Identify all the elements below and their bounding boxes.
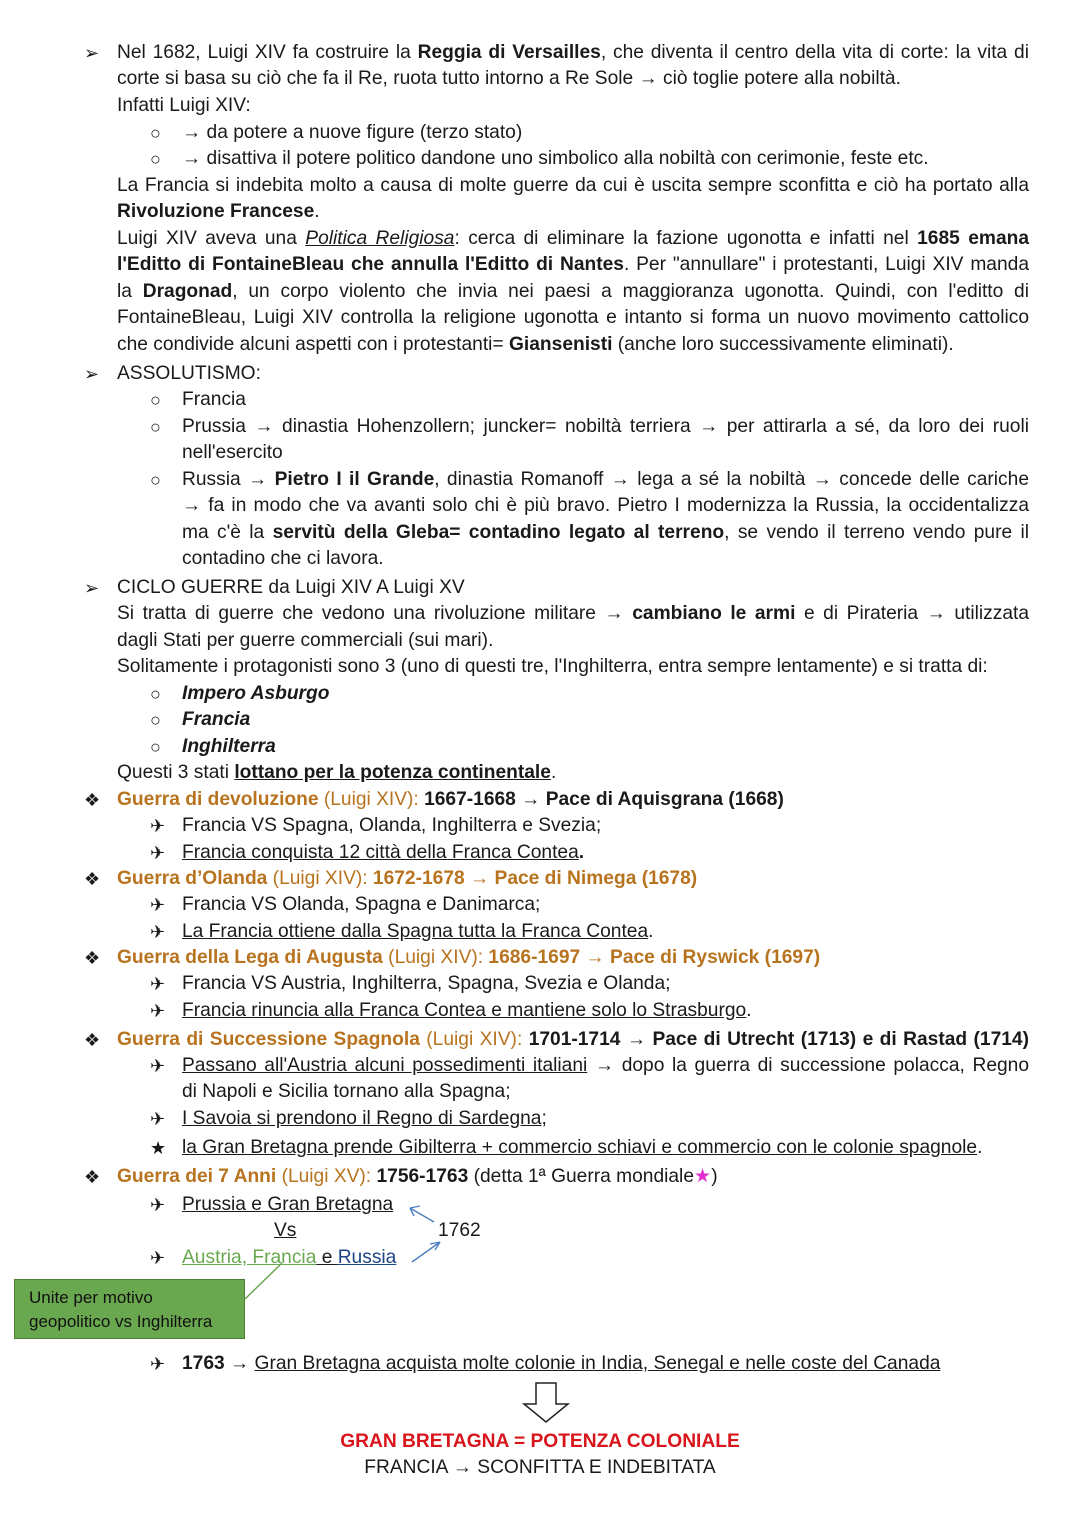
paragraph-line: Infatti Luigi XIV: [117, 95, 251, 116]
conclusion-line-2: FRANCIA → SCONFITTA E INDEBITATA [364, 1457, 716, 1478]
list-item: Impero Asburgo [182, 683, 330, 704]
diamond-bullet-icon: ❖ [84, 1030, 101, 1050]
arrow-to-year [412, 1242, 440, 1262]
paragraph-line: La Francia si indebita molto a causa di molte guerre da cui è uscita sempre sconfitta e ciò ha portato alla [117, 175, 1029, 196]
circle-bullet-icon: ○ [150, 737, 161, 757]
list-item: Francia [182, 709, 251, 730]
paragraph-line: FontaineBleau, Luigi XIV controlla la religione ugonotta e intanto si forma un nuovo movimento cattolico [117, 307, 1029, 328]
list-item: Prussia → dinastia Hohenzollern; juncker= nobiltà terriera → per attirarla a sé, da loro dei ruoli [182, 416, 1029, 437]
diamond-bullet-icon: ❖ [84, 790, 101, 810]
paragraph-line: la Dragonad, un corpo violento che invia nei paesi a maggioranza ugonotta. Quindi, con l'editto di [117, 281, 1029, 302]
plane-bullet-icon: ✈ [150, 843, 166, 863]
down-arrow-icon [524, 1383, 568, 1422]
list-item: → disattiva il potere politico dandone uno simbolico alla nobiltà con cerimonie, feste etc. [182, 148, 929, 169]
list-item: Francia conquista 12 città della Franca Contea. [182, 842, 585, 863]
paragraph-line: Si tratta di guerre che vedono una rivoluzione militare → cambiano le armi e di Pirateria → utilizzata [117, 603, 1030, 624]
circle-bullet-icon: ○ [150, 149, 161, 169]
note-line: Unite per motivo [29, 1288, 153, 1307]
arrow-bullet-icon: ➢ [84, 43, 100, 63]
paragraph-line: che condivide alcuni aspetti con i protestanti= Giansenisti (anche loro successivamente eliminati). [117, 334, 954, 355]
alliance-2: Austria, Francia e Russia [182, 1247, 397, 1268]
war-heading: Guerra dei 7 Anni (Luigi XV): 1756-1763 (detta 1ª Guerra mondiale★) [117, 1166, 718, 1187]
list-item: 1763 → Gran Bretagna acquista molte colonie in India, Senegal e nelle coste del Canada [182, 1353, 941, 1374]
diamond-bullet-icon: ❖ [84, 948, 101, 968]
paragraph-line: Solitamente i protagonisti sono 3 (uno di questi tre, l'Inghilterra, entra sempre lentamente) e si tratta di: [117, 656, 988, 677]
plane-bullet-icon: ✈ [150, 1354, 166, 1374]
plane-bullet-icon: ✈ [150, 1109, 166, 1129]
list-item: Inghilterra [182, 736, 276, 757]
paragraph-line: Luigi XIV aveva una Politica Religiosa: cerca di eliminare la fazione ugonotta e infatti nel 1685 emana [117, 228, 1030, 249]
circle-bullet-icon: ○ [150, 417, 161, 437]
star-bullet-icon: ★ [150, 1138, 167, 1158]
war-heading: Guerra d’Olanda (Luigi XIV): 1672-1678 → Pace di Nimega (1678) [117, 868, 698, 889]
war-heading: Guerra della Lega di Augusta (Luigi XIV): 1686-1697 → Pace di Ryswick (1697) [117, 947, 821, 968]
arrow-bullet-icon: ➢ [84, 364, 100, 384]
list-item: Francia VS Spagna, Olanda, Inghilterra e Svezia; [182, 815, 602, 836]
plane-bullet-icon: ✈ [150, 1195, 166, 1215]
note-line: geopolitico vs Inghilterra [29, 1312, 213, 1331]
list-item: La Francia ottiene dalla Spagna tutta la Franca Contea. [182, 921, 654, 942]
war-heading: Guerra di devoluzione (Luigi XIV): 1667-1668 → Pace di Aquisgrana (1668) [117, 789, 784, 810]
list-item: Francia [182, 389, 246, 410]
note-connector-line [245, 1263, 282, 1299]
list-item: la Gran Bretagna prende Gibilterra + commercio schiavi e commercio con le colonie spagnole. [182, 1137, 983, 1158]
plane-bullet-icon: ✈ [150, 1001, 166, 1021]
list-item: Francia VS Austria, Inghilterra, Spagna, Svezia e Olanda; [182, 973, 671, 994]
list-item: Francia VS Olanda, Spagna e Danimarca; [182, 894, 541, 915]
diamond-bullet-icon: ❖ [84, 1167, 101, 1187]
list-item: Russia → Pietro I il Grande, dinastia Romanoff → lega a sé la nobiltà → concede delle cariche [182, 469, 1029, 490]
paragraph-line: l'Editto di FontaineBleau che annulla l'Editto di Nantes. Per "annullare" i protestanti, Luigi XIV manda [117, 254, 1029, 275]
circle-bullet-icon: ○ [150, 684, 161, 704]
plane-bullet-icon: ✈ [150, 816, 166, 836]
list-item: ma c'è la servitù della Gleba= contadino legato al terreno, se vendo il terreno vendo pure il [182, 522, 1030, 543]
plane-bullet-icon: ✈ [150, 1056, 166, 1076]
star-icon: ★ [694, 1166, 712, 1187]
circle-bullet-icon: ○ [150, 710, 161, 730]
arrow-bullet-icon: ➢ [84, 578, 100, 598]
plane-bullet-icon: ✈ [150, 1248, 166, 1268]
list-item: → da potere a nuove figure (terzo stato) [182, 122, 523, 143]
paragraph-line: Rivoluzione Francese. [117, 201, 320, 222]
list-item: nell'esercito [182, 442, 283, 463]
paragraph-line: Questi 3 stati lottano per la potenza continentale. [117, 762, 557, 783]
paragraph-line: Nel 1682, Luigi XIV fa costruire la Reggia di Versailles, che diventa il centro della vita di corte: la vita di [117, 42, 1029, 63]
list-item: Francia rinuncia alla Franca Contea e mantiene solo lo Strasburgo. [182, 1000, 752, 1021]
list-item: contadino che ci lavora. [182, 548, 384, 569]
year-label: 1762 [438, 1220, 481, 1241]
plane-bullet-icon: ✈ [150, 922, 166, 942]
circle-bullet-icon: ○ [150, 470, 161, 490]
circle-bullet-icon: ○ [150, 390, 161, 410]
section-heading: ASSOLUTISMO: [117, 363, 261, 384]
circle-bullet-icon: ○ [150, 123, 161, 143]
list-item: Passano all'Austria alcuni possedimenti italiani → dopo la guerra di successione polacca, Regno [182, 1055, 1030, 1076]
vs-label: Vs [274, 1220, 297, 1241]
section-heading: CICLO GUERRE da Luigi XIV A Luigi XV [117, 577, 465, 598]
list-item: I Savoia si prendono il Regno di Sardegna; [182, 1108, 547, 1129]
conclusion-line-1: GRAN BRETAGNA = POTENZA COLONIALE [340, 1431, 740, 1452]
paragraph-line: corte si basa su ciò che fa il Re, ruota tutto intorno a Re Sole → ciò toglie potere alla nobiltà. [117, 68, 901, 89]
plane-bullet-icon: ✈ [150, 974, 166, 994]
diamond-bullet-icon: ❖ [84, 869, 101, 889]
paragraph-line: dagli Stati per guerre commerciali (sui mari). [117, 630, 494, 651]
list-item: → fa in modo che va avanti solo chi è più bravo. Pietro I modernizza la Russia, la occidentalizza [182, 495, 1029, 516]
alliance-1: Prussia e Gran Bretagna [182, 1194, 394, 1215]
plane-bullet-icon: ✈ [150, 895, 166, 915]
list-item: di Napoli e Sicilia tornano alla Spagna; [182, 1081, 511, 1102]
war-heading: Guerra di Successione Spagnola (Luigi XIV): 1701-1714 → Pace di Utrecht (1713) e di Rastad (1714) [117, 1029, 1029, 1050]
